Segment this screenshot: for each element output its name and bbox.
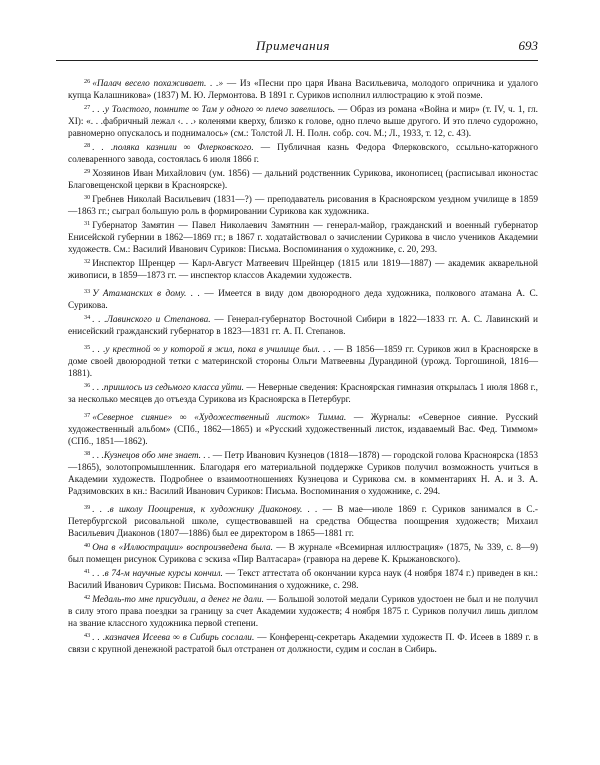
note: $^{37}$ «Северное сияние» ∞ «Художественный листок» Тимма. — Журналы: «Северное сияние. Русский художественный альбом» (СПб., 1862—1865) и «Русский художественный листок, издаваемый Вас. Фед. Тиммом» (СПб., 1851—1862). xyxy=(68,412,538,447)
note: $^{26}$ «Палач весело похаживает. . .» — Из «Песни про царя Ивана Васильевича, молодого опричника и удалого купца Калашникова» (1837) М. Ю. Лермонтова. В 1891 г. Суриков исполнил иллюстрацию к этой поэме. xyxy=(68,78,538,101)
note: $^{29}$ Хозяинов Иван Михайлович (ум. 1856) — дальний родственник Сурикова, иконописец (расписывал иконостас Благовещенской церкви в Красноярске). xyxy=(68,168,538,191)
header-rule xyxy=(56,60,538,61)
note: $^{28}$ . . .поляка казнили ∞ Флерковского. — Публичная казнь Федора Флерковского, ссыльно-каторжного солеваренного завода, состоялась 6 июля 1866 г. xyxy=(68,142,538,165)
note: $^{30}$ Гребнев Николай Васильевич (1831—?) — преподаватель рисования в Красноярском уездном училище в 1859—1863 гг.; сыграл большую роль в формировании Сурикова как художника. xyxy=(68,194,538,217)
note: $^{40}$ Она в «Иллюстрации» воспроизведена была. — В журнале «Всемирная иллюстрация» (1875, № 339, с. 8—9) был помещен рисунок Сурикова с эскиза «Пир Валтасара» (гравюра на дереве К. Крыжановского). xyxy=(68,542,538,565)
notes-body xyxy=(68,78,538,658)
note: $^{36}$ . . .пришлось из седьмого класса уйти. — Неверные сведения: Красноярская гимназия открылась 1 июля 1868 г., за несколько месяцев до отъезда Сурикова из Красноярска в Петербург. xyxy=(68,382,538,405)
note: $^{32}$ Инспектор Шренцер — Карл-Август Матвеевич Шрейнцер (1815 или 1819—1887) — академик акварельной живописи, в 1859—1873 гг. — инспектор классов Академии художеств. xyxy=(68,258,538,281)
note: $^{27}$ . . .у Толстого, помните ∞ Там у одного ∞ плечо завелилось. — Образ из романа «Война и мир» (т. IV, ч. 1, гл. XI): «. . .фабричный лежал ‹. . .› коленями кверху, близко к голове, одно плечо выше другого. И это плечо судорожно, равномерно опускалось и поднималось» (см.: Толстой Л. Н. Полн. собр. соч. М.; Л., 1933, т. 12, с. 43). xyxy=(68,104,538,139)
note: $^{43}$ . . .казначея Исеева ∞ в Сибирь сослали. — Конференц-секретарь Академии художеств П. Ф. Исеев в 1889 г. в связи с крупной денежной растратой был отстранен от должности, судим и сослан в Сибирь. xyxy=(68,632,538,655)
note: $^{31}$ Губернатор Замятин — Павел Николаевич Замятнин — генерал-майор, гражданский и военный губернатор Енисейской губернии в 1862—1869 гг.; в 1867 г. ходатайствовал о зачислении Сурикова в число учеников Академии художеств. См.: Василий Иванович Суриков: Письма. Воспоминания о художнике, с. 20, 293. xyxy=(68,220,538,255)
page-number: 693 xyxy=(518,38,538,53)
note: $^{42}$ Медаль-то мне присудили, а денег не дали. — Большой золотой медали Суриков удостоен не был и не получил в силу этого права поездки за границу за счет Академии художеств; 4 ноября 1875 г. Суриков получил лишь диплом на звание классного художника первой степени. xyxy=(68,594,538,629)
note: $^{34}$ . . .Лавинского и Степанова. — Генерал-губернатор Восточной Сибири в 1822—1833 гг. А. С. Лавинский и енисейский гражданский губернатор в 1823—1831 гг. А. П. Степанов. xyxy=(68,314,538,337)
note: $^{39}$ . . .в школу Поощрения, к художнику Диаконову. . . — В мае—июле 1869 г. Суриков занимался в С.-Петербургской рисовальной школе, существовавшей на средства Общества поощрения художеств; Михаил Васильевич Диаконов (1807—1886) был ее директором в 1865—1881 гг. xyxy=(68,504,538,539)
note: $^{38}$ . . .Кузнецов обо мне знает. . . — Петр Иванович Кузнецов (1818—1878) — городской голова Красноярска (1853—1865), золотопромышленник. Благодаря его материальной поддержке Суриков получил возможность учиться в Академии художеств. Подробнее о взаимоотношениях Кузнецова и Сурикова см. в комментариях Н. А. и З. А. Радзимовских в кн.: Василий Иванович Суриков: Письма. Воспоминания о художнике, с. 294. xyxy=(68,450,538,497)
running-header xyxy=(56,38,538,56)
note: $^{33}$ У Атаманских в дому. . . — Имеется в виду дом двоюродного деда художника, полкового атамана А. С. Сурикова. xyxy=(68,288,538,311)
note: $^{35}$ . . .у крестной ∞ у которой я жил, пока в училище был. . . — В 1856—1859 гг. Суриков жил в Красноярске в доме своей двоюродной тетки с материнской стороны Ольги Матвеевны Дурандиной (урожд. Торгошиной, 1816—1881). xyxy=(68,344,538,379)
section-title: Примечания xyxy=(256,38,330,53)
note: $^{41}$ . . .в 74-м научные курсы кончил. — Текст аттестата об окончании курса наук (4 ноября 1874 г.) приведен в кн.: Василий Иванович Суриков: Письма. Воспоминания о художнике, с. 298. xyxy=(68,568,538,591)
